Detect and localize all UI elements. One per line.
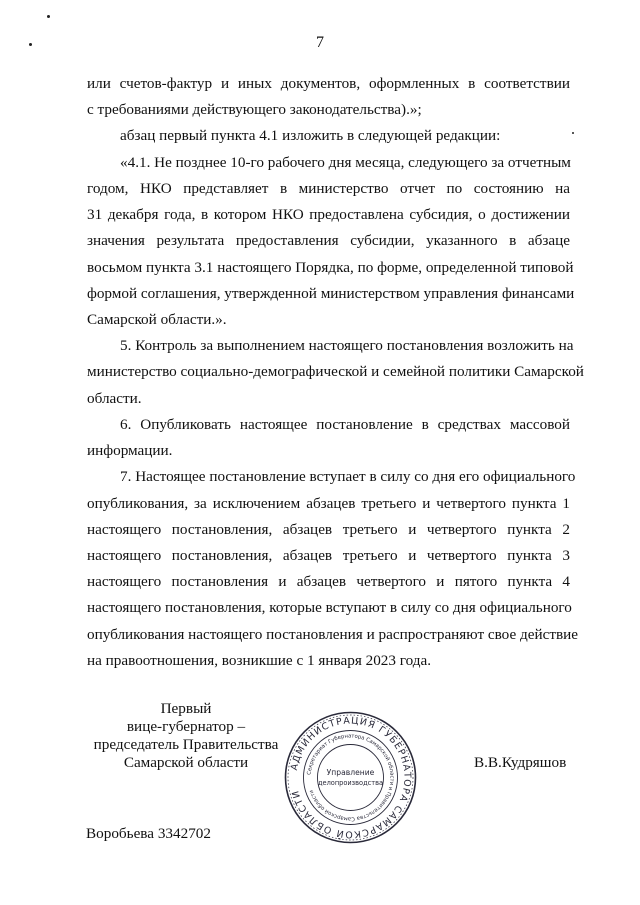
signatory-name: В.В.Кудряшов <box>474 754 567 771</box>
body-text-line: с требованиями действующего законодательства).»; <box>87 101 422 119</box>
signatory-title-line: Самарской области <box>123 754 249 771</box>
body-text-line: абзац первый пункта 4.1 изложить в следующей редакции: <box>120 127 501 145</box>
scan-speck <box>572 132 574 134</box>
svg-text:Секретариат Губернатора Самарс <box>307 733 395 821</box>
body-text-line: настоящего постановления, абзацев третьего и четвертого пункта 3 <box>87 547 570 564</box>
body-text-line: формой соглашения, утвержденной министерством управления финансами <box>87 284 575 302</box>
signatory-title-line: председатель Правительства <box>93 736 279 753</box>
body-text-line: опубликования, за исключением абзацев третьего и четвертого пункта 1 <box>87 494 570 512</box>
body-text-line: «4.1. Не позднее 10-го рабочего дня месяца, следующего за отчетным <box>120 153 571 171</box>
body-text-line: информации. <box>87 442 173 460</box>
body-text-line: 5. Контроль за выполнением настоящего постановления возложить на <box>120 337 574 355</box>
body-text-line: 31 декабря года, в котором НКО предоставлена субсидия, о достижении <box>87 206 570 224</box>
body-text-line: значения результата предоставления субсидии, указанного в абзаце <box>87 232 570 250</box>
body-text-line: 7. Настоящее постановление вступает в силу со дня его официального <box>120 468 576 486</box>
body-text-line: опубликования настоящего постановления и распространяют свое действие <box>87 625 579 643</box>
seal-center-line-2: делопроизводства <box>317 779 384 787</box>
official-seal <box>283 710 418 845</box>
body-text-line: на правоотношения, возникшие с 1 января 2023 года. <box>87 651 432 669</box>
body-text-line: Самарской области.». <box>87 311 227 328</box>
body-text-line: восьмом пункта 3.1 настоящего Порядка, по форме, определенной типовой <box>87 258 574 276</box>
body-text-line: министерство социально-демографической и семейной политики Самарской <box>87 363 584 381</box>
body-text-line: настоящего постановления и абзацев четвертого и пятого пункта 4 <box>87 573 570 591</box>
body-text-line: годом, НКО представляет в министерство отчет по состоянию на <box>87 179 570 197</box>
signatory-title-line: вице-губернатор – <box>126 718 246 735</box>
body-text-line: или счетов-фактур и иных документов, оформленных в соответствии <box>87 75 570 92</box>
executor-contact: Воробьева 3342702 <box>86 825 211 842</box>
body-text-line: настоящего постановления, абзацев третьего и четвертого пункта 2 <box>87 520 570 538</box>
body-text-line: 6. Опубликовать настоящее постановление в средствах массовой <box>120 415 570 433</box>
scan-speck <box>47 15 50 18</box>
signatory-title <box>86 700 286 772</box>
signatory-title-line: Первый <box>160 700 212 717</box>
seal-center-line-1: Управление <box>326 768 375 777</box>
page-number: 7 <box>316 34 324 51</box>
seal-inner-text: Секретариат Губернатора Самарской области и Правительства Самарской области <box>306 733 395 822</box>
body-text-line: настоящего постановления, которые вступают в силу со дня официального <box>87 599 572 617</box>
body-text-line: области. <box>87 389 142 407</box>
seal-outer-text: АДМИНИСТРАЦИЯ ГУБЕРНАТОРА САМАРСКОЙ ОБЛАСТИ <box>288 715 413 840</box>
